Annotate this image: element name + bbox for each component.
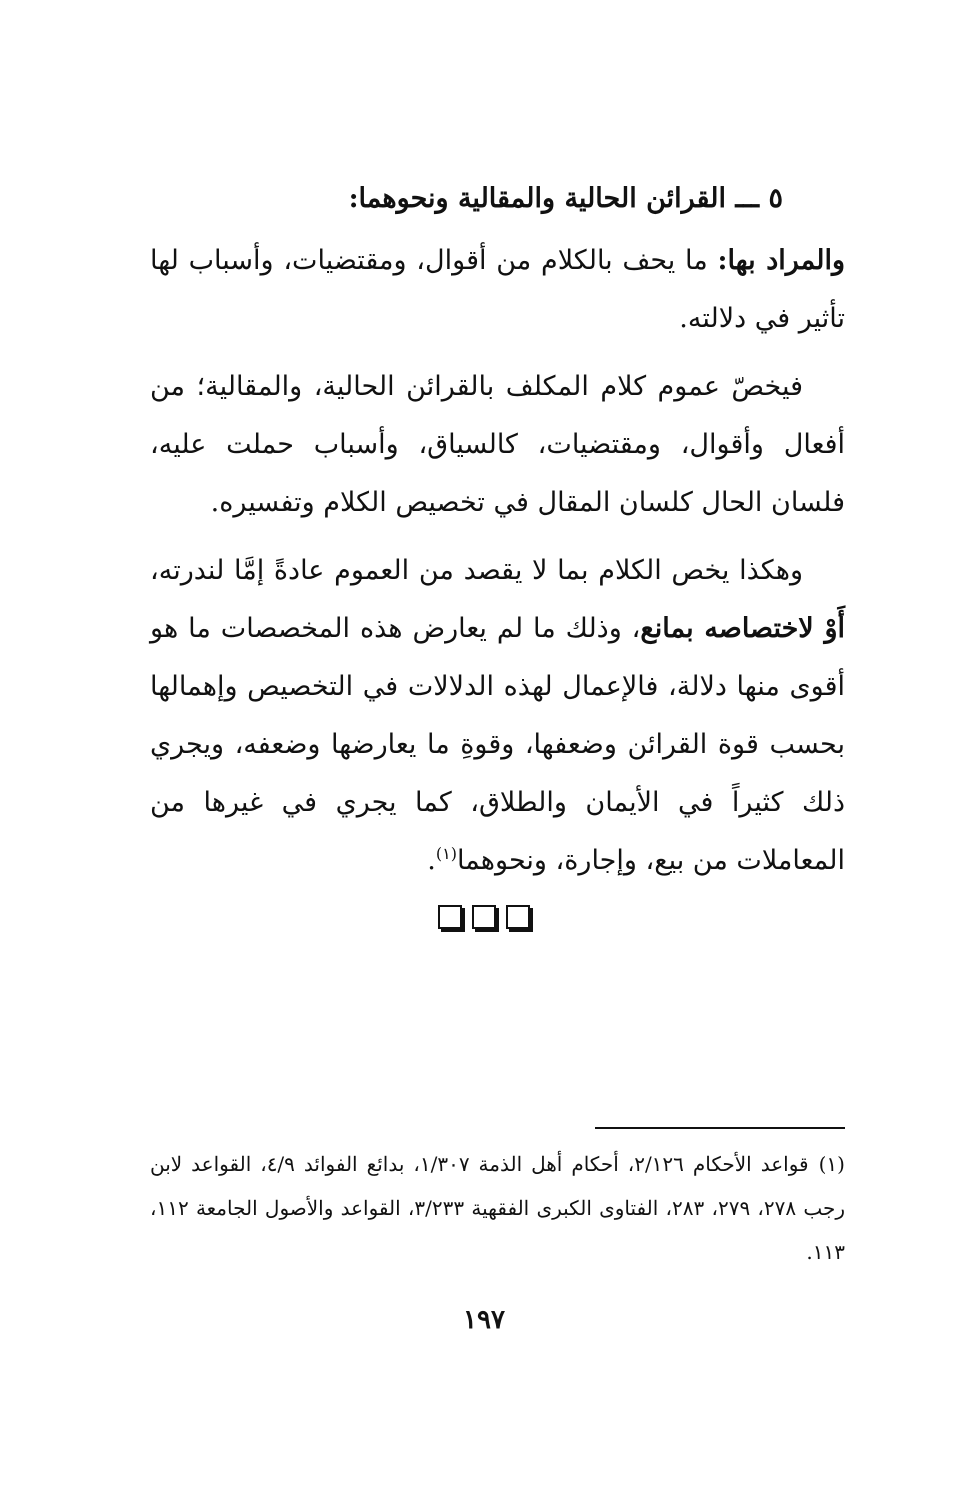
paragraph-custom-bold: أَوْ لاختصاصه بمانع bbox=[640, 613, 846, 644]
section-heading: ٥ ـــ القرائن الحالية والمقالية ونحوهما: bbox=[348, 183, 783, 214]
three-squares-icon bbox=[0, 905, 968, 929]
definition-text: ما يحف بالكلام من أقوال، ومقتضيات، وأسباب لها تأثير في دلالته. bbox=[150, 245, 845, 334]
footnote-reference[interactable]: (١) bbox=[435, 844, 457, 863]
footnote-marker: (١) bbox=[818, 1152, 845, 1176]
main-text bbox=[150, 170, 845, 900]
square-icon bbox=[506, 905, 530, 929]
paragraph-definition bbox=[150, 232, 845, 348]
footnote bbox=[150, 1142, 845, 1274]
footnote-text: قواعد الأحكام ٢/١٢٦، أحكام أهل الذمة ١/٣٠٧، بدائع الفوائد ٤/٩، القواعد لابن رجب ٢٧٨، ٢٧٩، ٢٨٣، الفتاوى الكبرى الفقهية ٣/٢٣٣، القواعد والأصول الجامعة ١١٢، ١١٣. bbox=[150, 1152, 846, 1264]
footnote-divider bbox=[595, 1127, 845, 1129]
paragraph-custom-part-a: وهكذا يخص الكلام بما لا يقصد من العموم عادةً إمَّا لندرته، bbox=[150, 555, 803, 586]
paragraph-specification: فيخصّ عموم كلام المكلف بالقرائن الحالية، والمقالية؛ من أفعال وأقوال، ومقتضيات، كالسياق، وأسباب حملت عليه، فلسان الحال كلسان المقال في تخصيص الكلام وتفسيره. bbox=[150, 371, 845, 518]
paragraph-custom bbox=[150, 542, 845, 890]
paragraph-custom-part-b: ، وذلك ما لم يعارض هذه المخصصات ما هو أقوى منها دلالة، فالإعمال لهذه الدلالات في التخصيص وإهمالها بحسب قوة القرائن وضعفها، وقوةِ ما يعارضها وضعفه، ويجري ذلك كثيراً في الأيمان والطلاق، كما يجري في غيرها من المعاملات من بيع، وإجارة، ونحوهما bbox=[150, 613, 845, 876]
page-number: ١٩٧ bbox=[463, 1305, 505, 1335]
square-icon bbox=[472, 905, 496, 929]
paragraph-custom-end: . bbox=[427, 845, 436, 876]
definition-lead: والمراد بها: bbox=[717, 245, 845, 276]
square-icon bbox=[438, 905, 462, 929]
